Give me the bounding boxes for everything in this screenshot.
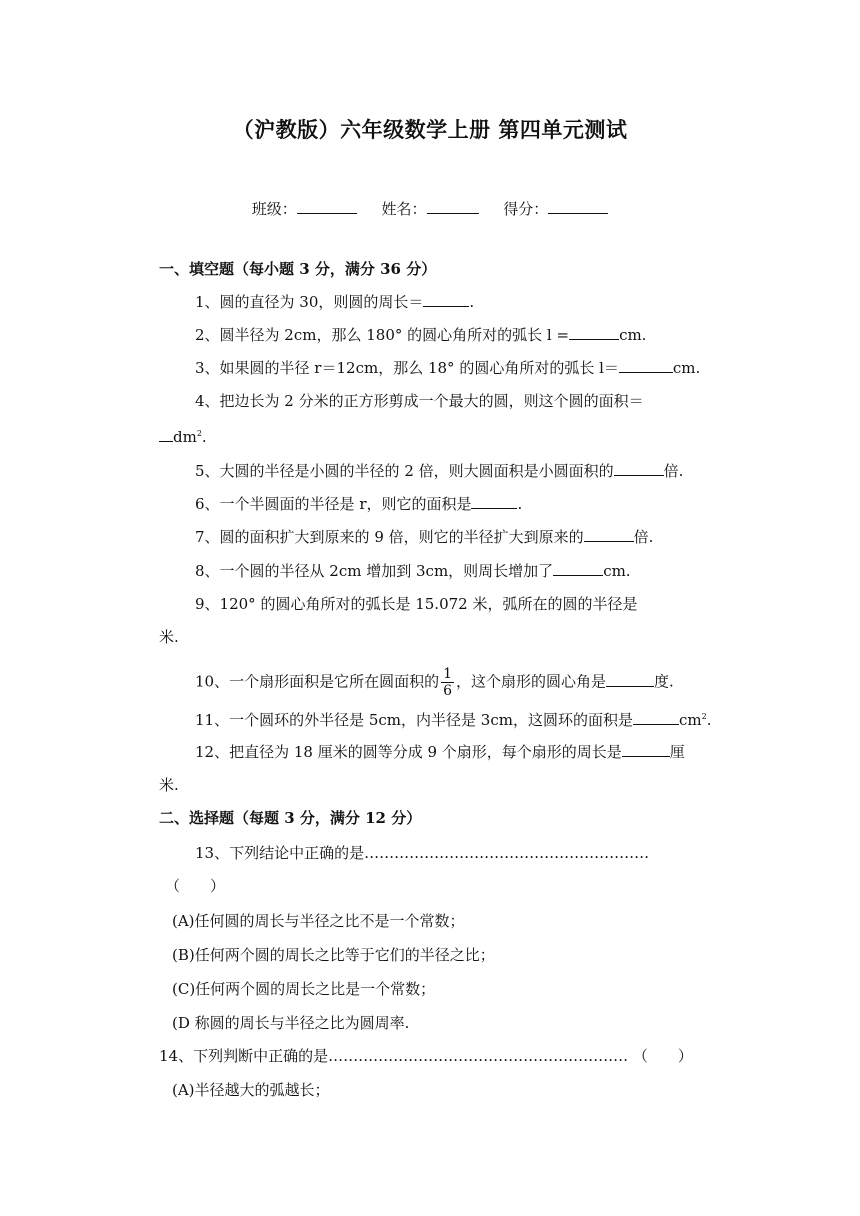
answer-blank[interactable] <box>159 427 173 442</box>
question-tail: cm. <box>672 359 701 377</box>
question-8 <box>195 561 631 581</box>
option-14-a: (A)半径越大的弧越长； <box>172 1081 330 1099</box>
question-13: 13、下列结论中正确的是………………………………………………… <box>195 844 650 862</box>
score-blank[interactable] <box>548 199 608 214</box>
question-tail: 倍. <box>633 528 654 546</box>
fraction-one-sixth <box>441 666 454 699</box>
answer-blank[interactable] <box>619 358 673 373</box>
question-text: 8、一个圆的半径从 2cm 增加到 3cm，则周长增加了 <box>195 562 554 580</box>
question-text: 2、圆半径为 2cm，那么 180° 的圆心角所对的弧长 l = <box>195 326 570 344</box>
page-title: （沪教版）六年级数学上册 第四单元测试 <box>232 117 628 142</box>
option-13-a: (A)任何圆的周长与半径之比不是一个常数； <box>172 912 465 930</box>
question-9-continued: 米. <box>159 628 179 646</box>
question-11 <box>195 707 711 730</box>
question-text: 11、一个圆环的外半径是 5cm，内半径是 3cm，这圆环的面积是 <box>195 711 633 729</box>
question-2 <box>195 325 646 345</box>
question-tail: cm. <box>619 326 647 344</box>
question-9: 9、120° 的圆心角所对的弧长是 15.072 米，弧所在的圆的半径是 <box>195 595 638 613</box>
fraction-numerator: 1 <box>443 666 453 682</box>
option-13-b: (B)任何两个圆的周长之比等于它们的半径之比； <box>172 946 495 964</box>
question-tail: . <box>201 428 207 446</box>
section2-heading: 二、选择题（每题 3 分，满分 12 分） <box>159 809 422 827</box>
question-text-continued: ，这个扇形的圆心角是 <box>456 672 607 691</box>
question-text: 7、圆的面积扩大到原来的 9 倍，则它的半径扩大到原来的 <box>195 528 584 546</box>
section1-heading: 一、填空题（每小题 3 分，满分 36 分） <box>159 260 437 278</box>
question-text: 1、圆的直径为 30，则圆的周长＝ <box>195 293 424 311</box>
name-label: 姓名： <box>381 200 427 218</box>
question-12 <box>195 742 685 762</box>
question-text: 3、如果圆的半径 r＝12cm，那么 18° 的圆心角所对的弧长 l＝ <box>195 359 619 377</box>
class-label: 班级： <box>251 200 297 218</box>
question-tail: . <box>469 293 475 311</box>
question-text: 12、把直径为 18 厘米的圆等分成 9 个扇形，每个扇形的周长是 <box>195 743 622 761</box>
option-13-c: (C)任何两个圆的周长之比是一个常数； <box>172 980 436 998</box>
question-6 <box>195 494 522 514</box>
question-tail: . <box>517 495 523 513</box>
question-tail: 倍. <box>663 462 684 480</box>
question-tail: 厘 <box>669 743 685 761</box>
question-4: 4、把边长为 2 分米的正方形剪成一个最大的圆，则这个圆的面积＝ <box>195 392 644 410</box>
question-10 <box>195 666 674 699</box>
answer-blank[interactable] <box>423 292 469 307</box>
question-14: 14、下列判断中正确的是…………………………………………………… （ ） <box>159 1047 693 1065</box>
question-tail: . <box>706 711 712 729</box>
unit-exponent: 2 <box>196 429 202 438</box>
unit-exponent: 2 <box>701 712 707 721</box>
answer-blank[interactable] <box>553 561 603 576</box>
question-3 <box>195 358 700 378</box>
question-1 <box>195 292 474 312</box>
question-5 <box>195 461 683 481</box>
question-7 <box>195 527 653 547</box>
question-tail: 度. <box>654 672 674 691</box>
name-field <box>381 198 478 219</box>
class-blank[interactable] <box>297 199 357 214</box>
answer-blank[interactable] <box>471 494 517 509</box>
answer-blank[interactable] <box>622 742 670 757</box>
unit-text: cm <box>678 711 702 729</box>
answer-blank[interactable] <box>633 710 679 725</box>
question-text: 6、一个半圆面的半径是 r，则它的面积是 <box>195 495 472 513</box>
class-field <box>252 198 357 219</box>
score-field <box>503 198 608 219</box>
name-blank[interactable] <box>427 199 479 214</box>
question-4-continued <box>159 424 207 447</box>
answer-blank[interactable] <box>569 325 619 340</box>
option-13-d: (D 称圆的周长与半径之比为圆周率. <box>172 1014 410 1032</box>
question-12-continued: 米. <box>159 776 179 794</box>
fraction-denominator: 6 <box>443 683 453 699</box>
student-info-row <box>0 198 860 219</box>
answer-blank[interactable] <box>584 527 634 542</box>
question-tail: cm. <box>603 562 631 580</box>
answer-blank[interactable] <box>606 672 654 687</box>
unit-text: dm <box>173 428 197 446</box>
question-text: 5、大圆的半径是小圆的半径的 2 倍，则大圆面积是小圆面积的 <box>195 462 614 480</box>
question-13-answer-paren[interactable]: （ ） <box>165 877 226 895</box>
question-text: 10、一个扇形面积是它所在圆面积的 <box>195 672 440 691</box>
answer-blank[interactable] <box>614 461 664 476</box>
score-label: 得分： <box>503 200 549 218</box>
